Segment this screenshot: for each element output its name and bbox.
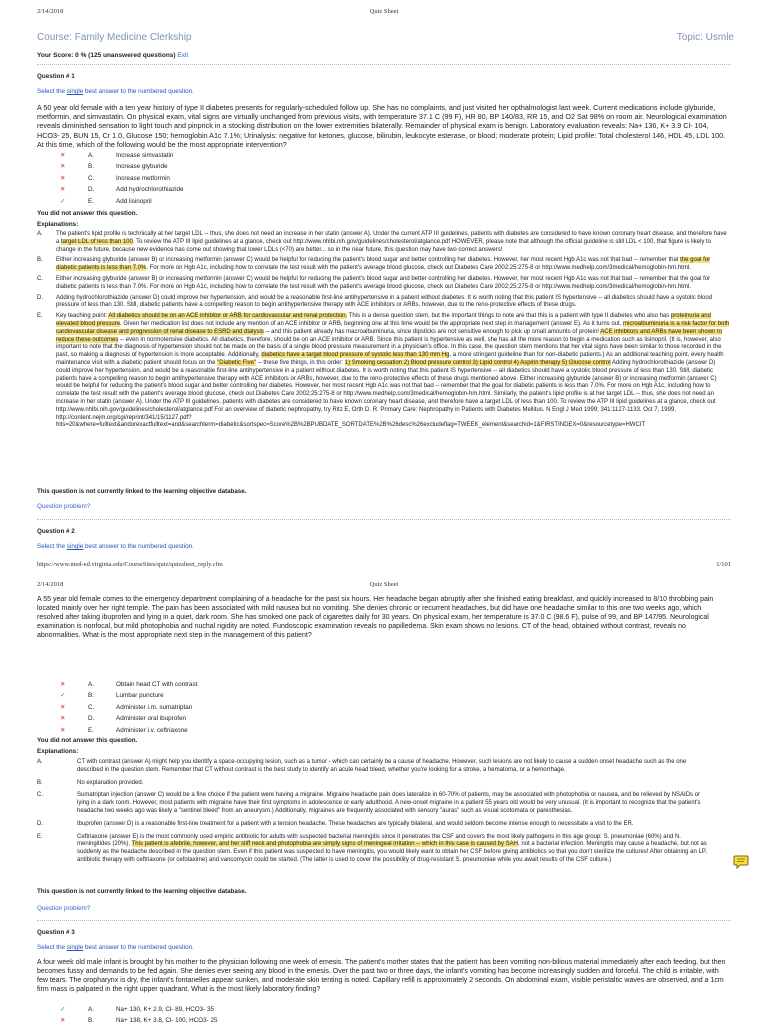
score-value: 0 % (125 unanswered questions) — [75, 52, 176, 59]
option-text: Increase metformin — [116, 174, 170, 182]
explanation-letter: A. — [37, 231, 43, 237]
explanation-letter: E. — [37, 833, 43, 840]
answer-options — [60, 150, 184, 207]
explanation-b — [37, 780, 710, 788]
explanation-text: Either increasing glyburide (answer B) or increasing metformin (answer C) would be helpful for reducing the patient's blood sugar and better controlling her diabetes. However, her most recent Hgb A1c was not that bad -- remember that the goal for diabetic patients is less than 7.0%. For more on Hgb A1c, including how to correlate the test result with the patient's average blood glucose, check out Diabetes Care 2002;25:275-8 or http://www.medhelp.com/3medical/hemoglobin-hm.html. — [56, 275, 711, 290]
incorrect-x-icon: ✕ — [60, 174, 66, 182]
option-letter: C. — [88, 174, 95, 182]
instr-single: single — [66, 944, 84, 951]
explanation-text: Ceftriaxone (answer E) is the most commonly used empiric antibiotic for adults with suspected bacterial meningitis since it penetrates the CSF and covers the most likely pathogens in this age group: S. pneumoniae (60%) and N. meningitides (20%). This patient is afebrile, however, and her stiff neck and photophobia are simply signs of meningeal irritation -- which in this case is caused by SAH, not a bacterial infection. Meningitis may cause a headache, but not as suddenly as the headache described in the question stem. Even if this patient was suspected to have meningitis, you would likely want to obtain her CSF before giving antibiotics so that you don't sterilize the cultures! After obtaining an LP, antibiotic therapy with ceftriaxone (or cefotaxime) and vancomycin could be started. (The latter is used to cover the possibility of drug-resistant S. pneumoniae while you await results of the CSF culture.) — [77, 833, 707, 863]
explanation-c — [37, 792, 710, 815]
print-title: Quiz Sheet — [369, 581, 399, 588]
option-letter: A. — [88, 152, 94, 159]
incorrect-x-icon: ✕ — [60, 703, 66, 711]
exit-link[interactable]: Exit — [177, 52, 189, 59]
option-text: Increase simvastatin — [116, 152, 174, 159]
answer-options — [60, 1004, 218, 1024]
explanation-letter: C. — [37, 275, 43, 282]
answer-option — [60, 1015, 218, 1024]
explanation-text: CT with contrast (answer A) might help you identify a space-occupying lesion, such as a tumor - which can certainly be a cause of headache. However, such lesions are not likely to cause a sudden onset headache such as the one described in the question stem. Remember that CT without contrast is the best study to identify an acute head bleed, whether you're looking for a stroke, a hematoma, or a hemorrhage. — [77, 759, 687, 773]
explanations-label: Explanations: — [37, 221, 79, 228]
instr-text: best answer to the numbered question. — [83, 944, 194, 951]
option-text: Add lisinopril — [116, 197, 152, 205]
explanation-letter: E. — [37, 313, 43, 320]
topic-label: Topic: Usmle — [676, 32, 734, 43]
explanation-c — [37, 276, 730, 292]
instr-single: single — [66, 88, 84, 95]
question-instruction — [37, 88, 194, 96]
explanation-a — [37, 231, 730, 254]
answer-option — [60, 725, 197, 736]
answer-option — [60, 679, 197, 690]
explanation-text: No explanation provided. — [77, 779, 144, 786]
option-letter: B. — [88, 1017, 94, 1024]
score-line — [37, 52, 188, 61]
option-text: Add hydrochlorothiazide — [116, 186, 184, 194]
print-date: 2/14/2018 — [37, 581, 64, 588]
course-label: Course: Family Medicine Clerkship — [37, 32, 192, 43]
question-instruction — [37, 944, 194, 952]
print-date: 2/14/2018 — [37, 8, 64, 15]
divider — [37, 64, 731, 65]
instr-text: best answer to the numbered question. — [83, 543, 194, 550]
print-footer — [37, 561, 731, 571]
question-stem: A 50 year old female with a ten year history of type II diabetes presents for regularly-scheduled follow up. She has no complaints, and just visited her opthalmologist last week. Current medications include glyburide, metformin, and simvastatin. On physical exam, vital signs are virtually unchanged from previous visits, with temperature 37.1 C (99 F), HR 80, BP 140/83, RR 15, and O2 Sat 98% on room air. Neurological examination reveals diminished sensation to light touch and pinprick in a stocking distribution on the lower extremities bilaterally. Remainder of physical exam is benign. Laboratory evaluation reveals: Na+ 136, K+ 3.9 Cl- 104, HCO3- 25, BUN 15, Cr 1.0, Glucose 150; hemoglobin A1c 7.1%; Urinalysis: negative for ketones, glucose, bilirubin, leukocyte esterase, or blood; moderate protein; Lipid profile: Total cholesterol 146, HDL 45, LDL 100. At this time, which of the following would be the most appropriate intervention? — [37, 103, 727, 149]
option-text: Obtain head CT with contrast — [116, 681, 198, 688]
explanation-text: Ibuprofen (answer D) is a reasonable first-line treatment for a patient with a tension headache. These headaches are typically bilateral, and would seldom become intense enough to necessitate a visit to the ER. — [77, 820, 634, 827]
option-text: Administer i.m. sumatriptan — [116, 703, 193, 711]
incorrect-x-icon: ✕ — [60, 715, 66, 723]
question-problem-link[interactable]: Question problem? — [37, 503, 91, 510]
divider — [37, 920, 731, 921]
answer-option — [60, 184, 184, 195]
print-header — [37, 8, 731, 18]
page-2 — [0, 577, 768, 1024]
explanation-e — [37, 313, 730, 430]
incorrect-x-icon: ✕ — [60, 163, 66, 171]
answer-option — [60, 690, 197, 701]
question-instruction — [37, 543, 194, 551]
option-letter: E. — [88, 197, 94, 205]
correct-check-icon: ✓ — [60, 1006, 66, 1013]
correct-check-icon: ✓ — [60, 197, 66, 205]
question-problem-link[interactable]: Question problem? — [37, 905, 91, 912]
course-bar — [30, 31, 738, 46]
explanation-d — [37, 295, 730, 311]
question-stem: A four week old male infant is brought by his mother to the physician following one week of emesis. The patient's mother states that the patient has been vomiting non-bilious material immediately after each feeding, but then becomes fussy and demands to be fed again. She denies ever seeing any blood in the emesis. Over the past two or three days, the infant's vomiting has become increasingly sudden and forceful. The child is irritable, with few tears. The oropharynx is dry, the infant's fontanelles appear sunken, and moderate skin tenting is noted. Capillary refill is approximately 2 seconds. On abdominal exam, visible peristaltic waves are observed, and a 1cm firm mass is palpated in the right upper quadrant. What is the most likely laboratory finding? — [37, 959, 726, 993]
instr-text: Select the — [37, 944, 67, 951]
answer-option — [60, 1004, 218, 1015]
incorrect-x-icon: ✕ — [60, 152, 66, 159]
explanation-letter: D. — [37, 820, 43, 827]
explanation-e — [37, 834, 710, 865]
option-text: Administer oral ibuprofen — [116, 715, 187, 723]
answer-option — [60, 713, 197, 724]
answer-option — [60, 150, 184, 161]
incorrect-x-icon: ✕ — [60, 1017, 66, 1024]
explanations-list — [37, 231, 730, 433]
explanation-letter: C. — [37, 792, 43, 799]
option-letter: C. — [88, 703, 95, 711]
objective-note: This question is not currently linked to the learning objective database. — [37, 888, 247, 895]
incorrect-x-icon: ✕ — [60, 726, 66, 734]
explanation-text: Adding hydrochlorothiazide (answer D) could improve her hypertension, and would be a reasonable first-line antihypertensive in a patient without diabetes. It is worth noting that this patient IS hypertensive -- all diabetics should have a systolic blood pressure of less than 130. Still, diabetic patients have a compelling reason to begin antihypertensive therapy with ACE inhibitors or ARBs, however, due to the reno-protective effects of these drugs. — [56, 294, 713, 309]
divider — [37, 519, 731, 520]
question-number: Question # 3 — [37, 929, 75, 936]
question-number: Question # 1 — [37, 73, 75, 80]
option-letter: E. — [88, 726, 94, 734]
option-text: Na+ 138, K+ 3.8, Cl- 100, HCO3- 25 — [116, 1017, 218, 1024]
comment-icon[interactable] — [733, 855, 749, 869]
instr-text: Select the — [37, 88, 67, 95]
footer-url: https://www.med-ed.virginia.edu/CourseSites/quiz/quizsheet_reply.cfm — [37, 561, 223, 568]
explanation-a — [37, 759, 710, 775]
question-number: Question # 2 — [37, 528, 75, 535]
explanation-text: The patient's lipid profile is technically at her target LDL -- thus, she does not need an increase in her statin (answer A). Under the current ATP III guidelines, patients with diabetes are considered to have known coronary heart disease, and therefore have a target LDL of less than 100. To review the ATP III lipid guidelines at a glance, check out http://www.nhlbi.nih.gov/guidelines/cholesterol/atglance.pdf HOWEVER, please note that although the official guideline is still LDL < 100, that figure is likely to change in the future, because new evidence has come out showing that lower LDLs (<70) are better... so in the near future, this question may have two correct answers! — [56, 231, 727, 253]
explanation-letter: B. — [37, 779, 43, 786]
instr-single: single — [66, 543, 84, 550]
incorrect-x-icon: ✕ — [60, 681, 66, 688]
explanations-list — [37, 759, 710, 868]
explanations-label: Explanations: — [37, 748, 79, 755]
answer-options — [60, 679, 197, 736]
explanation-text: Sumatriptan injection (answer C) would be a fine choice if the patient were having a migraine. Migraine headache pain does lateralize in 60-70% of patients, may be associated with photophobia or nausea, and be relieved by NSAIDs or lying in a dark room. However, most patients with migraine have their first symptoms in adolescence or early adulthood. A new-onset migraine in a patient 55 years old would be very unusual. (It is important to recognize that the patient's headache two weeks ago was likely a "sentinel bleed" from an aneurysm.) Additionally, migraines are frequently associated with sensory "auras" such as visual scotomata or paresthesias. — [77, 792, 701, 814]
incorrect-x-icon: ✕ — [60, 186, 66, 194]
instr-text: best answer to the numbered question. — [83, 88, 194, 95]
option-letter: A. — [88, 681, 94, 688]
correct-check-icon: ✓ — [60, 692, 66, 700]
explanation-letter: B. — [37, 257, 43, 264]
explanation-text: Either increasing glyburide (answer B) or increasing metformin (answer C) would be helpful for reducing the patient's blood sugar and better controlling her diabetes. However, her most recent Hgb A1c was not that bad -- remember that the goal for diabetic patients is less than 7.0%. For more on Hgb A1c, including how to correlate the test result with the patient's average blood glucose, check out Diabetes Care 2002;25:275-8 or http://www.medhelp.com/3medical/hemoglobin-hm.html. — [56, 257, 711, 272]
objective-note: This question is not currently linked to the learning objective database. — [37, 488, 247, 495]
explanation-b — [37, 257, 730, 273]
option-letter: D. — [88, 715, 95, 723]
answer-option — [60, 161, 184, 172]
question-stem: A 55 year old female comes to the emergency department complaining of a headache for the past six hours. Her headache began abruptly after she finished eating breakfast, and quickly increased to 8/10 throbbing pain located mainly over her right temple. The pain has been associated with mild nausea but no vomiting. She denies chronic or recurrent headaches, but did have one headache similar to this one two weeks ago, which resolved after taking ibuprofen and lying in a quiet, dark room. She has smoked one pack of cigarettes daily for 30 years. On physical exam, her temperature is 37.0 C (98.6 F), pulse of 99, and BP 147/95. Neurological examination is nonfocal, but mild photophobia and nuchal rigidity are noted. Fundoscopic examination reveals no papilledema. Skin exam shows no lesions. CT of the head, obtained without contrast, reveals no abnormalities. What is the most appropriate next step in the management of this patient? — [37, 596, 714, 639]
score-label: Your Score: — [37, 52, 74, 59]
print-header — [37, 581, 731, 591]
footer-page: 1/101 — [716, 561, 731, 568]
option-text: Na+ 130, K+ 2.9, Cl- 89, HCO3- 35 — [116, 1006, 215, 1013]
explanation-text: Key teaching point: All diabetics should be on an ACE inhibitor or ARB for cardiovascular and renal protection. This is a dense question stem, but the important things to note are that this is a patient with type II diabetes who also has proteinuria and elevated blood pressure. Given her medication list does not include any mention of an ACE inhibitor or ARB, beginning one at this time would be the appropriate next step in management (answer E). As it turns out, microalbuminuria is a risk factor for both cardiovascular disease and progression of renal disease to ESRD and dialysis -- and this patient already has macroalbuminuria, since dipsticks are not sensitive enough to pick up small amounts of protein! ACE inhibitors and ARBs have been shown to reduce these outcomes -- even in normotensive diabetics. All diabetics, therefore, should be on an ACE inhibitor or ARB. Since this patient is hypertensive as well, she has all the more reason to begin a medication such as lisinopril. (It is, however, also important to note that the diagnosis of hypertension should not be made on the basis of a single blood pressure measurement in a physician's office. In this case, the question stem mentions that her vital signs have been similar to those recorded in the past, so making a diagnosis of hypertension is more acceptable. Additionally, diabetics have a target blood pressure of systolic less than 130 mm Hg, a more stringent guideline than for non-diabetic patients.) As an additional teaching point, every health maintenance visit with a diabetic patient should focus on the "Diabetic Five" -- these five things, in this order: 1) Smoking cessation 2) Blood pressure control 3) Lipid control 4) Aspirin therapy 5) Glucose control Adding hydrochlorothiazide (answer D) could improve her hypertension, and would be a reasonable first-line antihypertensive in a patient without diabetes. It is worth noting that this patient IS hypertensive -- all diabetics should have a systolic blood pressure of less than 130. Still, diabetic patients have a compelling reason to begin antihypertensive therapy with ACE inhibitors or ARBs, however, due to the reno-protective effects of these drugs mentioned above. Either increasing glyburide (answer B) or increasing metformin (answer C) would be helpful for reducing the patient's blood sugar and better controlling her diabetes. However, her most recent Hgb A1c was not that bad -- remember that the goal for diabetic patients is less than 7.0%. For more on Hgb A1c, including how to correlate the test result with the patient's average blood glucose, check out Diabetes Care 2002;25:275-8 or http://www.medhelp.com/3medical/hemoglobin-hm.html. Similarly, the patient's lipid profile is at her target LDL -- thus, she does not need an increase in her statin (answer A). Under the ATP III guidelines, patients with diabetes are considered to have known coronary heart disease, and therefore have a target LDL of less than 100. To review the ATP III lipid guidelines at a glance, check out http://www.nhlbi.nih.gov/guidelines/cholesterol/atglance.pdf For an overview of diabetic nephropathy, try Ritz E, Orth D. R. Primary Care: Nephropathy in Patients with Diabetes Mellitus. N Engl J Med 1999; 341:1127-1133, Oct 7, 1999. http://content.nejm.org/cgi/reprint/341/15/1127.pdf?hits=20&where=fulltext&andorexactfulltext=and&searchterm=diabetic&sortspec=Score%2B%2BPUBDATE_SORTDATE%2B%26desc%26excludeflag=TWEEK_element&searchid=1&FIRSTINDEX=0&resourcetype=HWCIT — [56, 313, 730, 429]
instr-text: Select the — [37, 543, 67, 550]
answer-option — [60, 173, 184, 184]
option-text: Administer i.v. ceftriaxone — [116, 726, 188, 734]
explanation-d — [37, 821, 710, 829]
print-title: Quiz Sheet — [369, 8, 399, 15]
option-letter: D. — [88, 186, 95, 194]
answer-option — [60, 702, 197, 713]
option-text: Increase glyburide — [116, 163, 168, 171]
unanswered-note: You did not answer this question. — [37, 210, 138, 217]
option-text: Lumbar puncture — [116, 692, 164, 700]
option-letter: A. — [88, 1006, 94, 1013]
answer-option — [60, 196, 184, 207]
explanation-letter: D. — [37, 294, 43, 301]
option-letter: B. — [88, 163, 94, 171]
unanswered-note: You did not answer this question. — [37, 737, 138, 744]
explanation-letter: A. — [37, 759, 43, 765]
option-letter: B. — [88, 692, 94, 700]
